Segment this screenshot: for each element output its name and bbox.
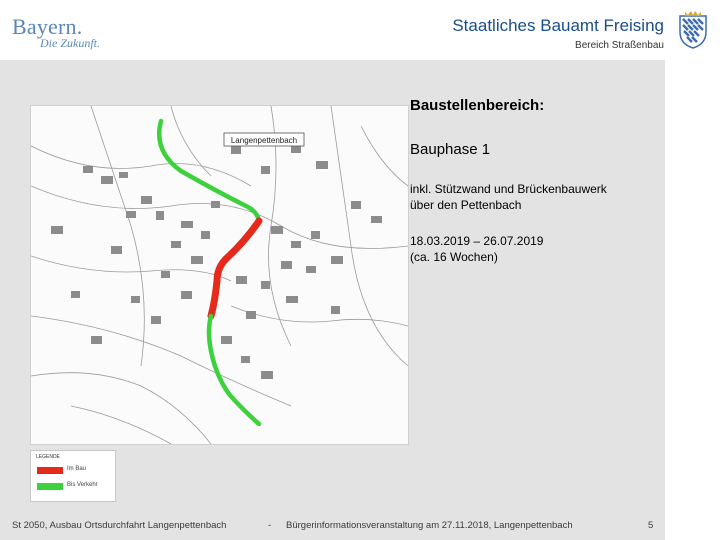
legend-swatch-completed <box>37 483 63 490</box>
construction-segment <box>211 221 259 316</box>
details-line-1: inkl. Stützwand und Brückenbauwerk <box>410 182 607 196</box>
map-drawing <box>31 106 408 444</box>
date-range <box>410 233 650 265</box>
coat-of-arms-icon <box>676 10 710 50</box>
page-number: 5 <box>648 520 654 531</box>
details-text <box>410 181 650 213</box>
header <box>0 0 720 60</box>
details-line-2: über den Pettenbach <box>410 198 522 212</box>
logo-subtitle: Die Zukunft. <box>40 36 100 50</box>
legend-label-construction: Im Bau <box>67 466 87 472</box>
map-legend <box>30 450 116 502</box>
legend-swatch-construction <box>37 467 63 474</box>
legend-label-completed: Bis Verkehr <box>67 482 98 488</box>
site-map <box>30 105 409 445</box>
place-label: Langenpettenbach <box>230 136 298 145</box>
phase-title: Bauphase 1 <box>410 141 491 158</box>
dates-line-2: (ca. 16 Wochen) <box>410 250 498 264</box>
logo-bayern: Bayern. <box>12 14 83 39</box>
footer-left: St 2050, Ausbau Ortsdurchfahrt Langenpettenbach <box>12 520 227 531</box>
legend-title: LEGENDE <box>36 454 60 460</box>
footer-center: Bürgerinformationsveranstaltung am 27.11.2018, Langenpettenbach <box>286 520 573 531</box>
header-subtitle: Bereich Straßenbau <box>575 40 664 51</box>
footer-separator: - <box>268 520 272 531</box>
header-title: Staatliches Bauamt Freising <box>452 16 664 35</box>
finished-segment-south <box>209 316 259 424</box>
dates-line-1: 18.03.2019 – 26.07.2019 <box>410 234 544 248</box>
section-heading: Baustellenbereich: <box>410 97 545 114</box>
info-text <box>410 97 650 265</box>
